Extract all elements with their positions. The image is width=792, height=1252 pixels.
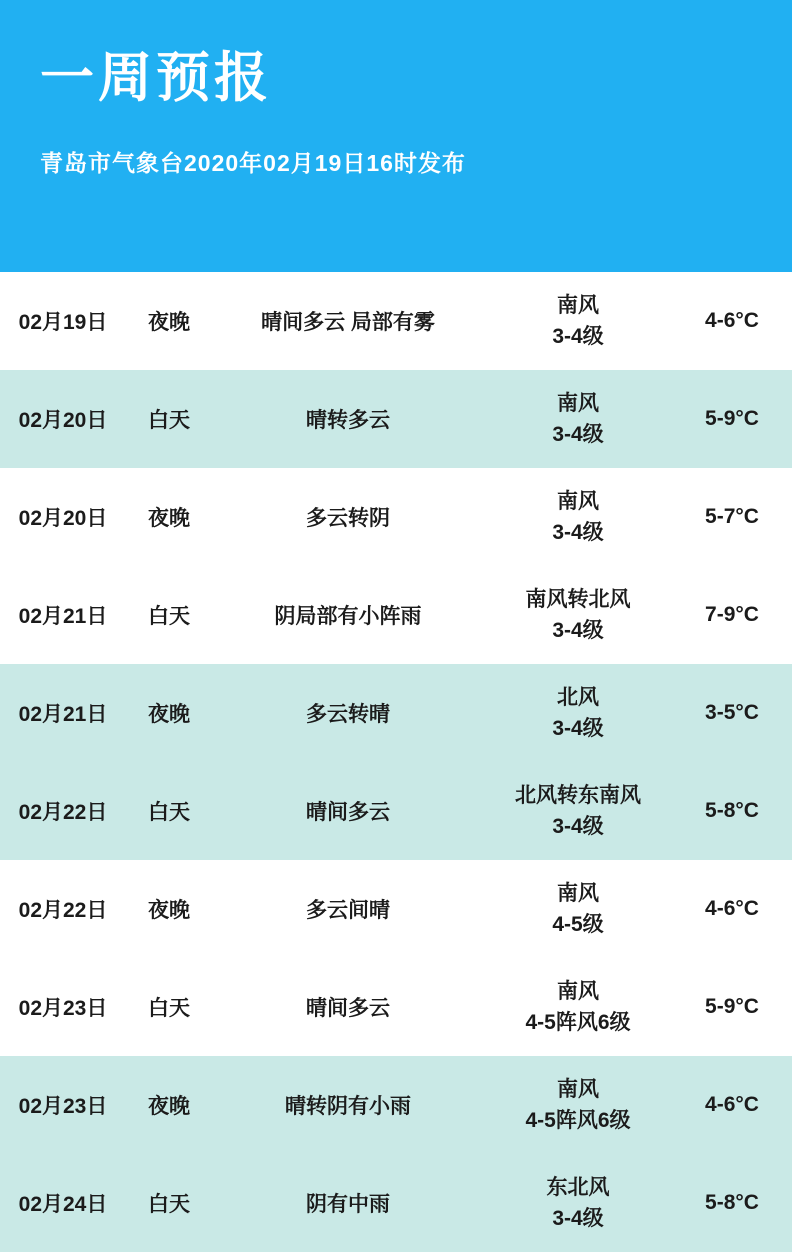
cell-date: 02月20日 xyxy=(18,507,108,530)
wind-level: 3-4级 xyxy=(552,815,604,838)
cell-period: 夜晚 xyxy=(148,507,190,530)
cell-date: 02月22日 xyxy=(18,899,108,922)
table-row xyxy=(0,468,792,566)
cell-wind xyxy=(484,468,672,566)
cell-date: 02月23日 xyxy=(18,1095,108,1118)
cell-period: 白天 xyxy=(148,409,190,432)
cell-date: 02月23日 xyxy=(18,997,108,1020)
cell-period: 白天 xyxy=(148,801,190,824)
forecast-table-body xyxy=(0,272,792,1252)
cell-date: 02月22日 xyxy=(18,801,108,824)
cell-condition: 晴间多云 xyxy=(306,997,390,1020)
cell-wind xyxy=(484,370,672,468)
wind-level: 3-4级 xyxy=(552,325,604,348)
cell-condition: 晴转阴有小雨 xyxy=(285,1095,411,1118)
cell-temperature: 5-7°C xyxy=(705,505,759,528)
cell-date: 02月24日 xyxy=(18,1193,108,1216)
wind-direction: 南风 xyxy=(557,489,599,513)
cell-temperature: 4-6°C xyxy=(705,1093,759,1116)
cell-temperature: 5-9°C xyxy=(705,407,759,430)
cell-date: 02月19日 xyxy=(18,311,108,334)
wind-level: 4-5阵风6级 xyxy=(525,1109,631,1132)
cell-period: 夜晚 xyxy=(148,311,190,334)
cell-condition: 多云转晴 xyxy=(306,703,390,726)
publish-info: 青岛市气象台2020年02月19日16时发布 xyxy=(40,149,466,176)
cell-wind xyxy=(484,762,672,860)
cell-temperature: 4-6°C xyxy=(705,309,759,332)
cell-temperature: 7-9°C xyxy=(705,603,759,626)
cell-condition: 晴间多云 局部有雾 xyxy=(261,311,435,334)
table-row xyxy=(0,860,792,958)
cell-condition: 多云间晴 xyxy=(306,899,390,922)
cell-temperature: 5-8°C xyxy=(705,799,759,822)
cell-date: 02月21日 xyxy=(18,605,108,628)
cell-temperature: 5-9°C xyxy=(705,995,759,1018)
wind-level: 3-4级 xyxy=(552,521,604,544)
page-header xyxy=(0,0,792,272)
cell-temperature: 5-8°C xyxy=(705,1191,759,1214)
cell-wind xyxy=(484,272,672,370)
table-row xyxy=(0,664,792,762)
wind-direction: 南风 xyxy=(557,1077,599,1101)
page-title: 一周预报 xyxy=(40,48,272,108)
wind-level: 3-4级 xyxy=(552,423,604,446)
wind-direction: 北风 xyxy=(557,685,599,709)
cell-condition: 多云转阴 xyxy=(306,507,390,530)
cell-wind xyxy=(484,664,672,762)
cell-period: 白天 xyxy=(148,997,190,1020)
cell-temperature: 3-5°C xyxy=(705,701,759,724)
cell-condition: 晴转多云 xyxy=(306,409,390,432)
forecast-table xyxy=(0,272,792,1252)
wind-direction: 南风转北风 xyxy=(525,587,631,611)
cell-period: 夜晚 xyxy=(148,703,190,726)
cell-wind xyxy=(484,1056,672,1154)
cell-condition: 晴间多云 xyxy=(306,801,390,824)
wind-level: 3-4级 xyxy=(552,619,604,642)
cell-temperature: 4-6°C xyxy=(705,897,759,920)
cell-wind xyxy=(484,566,672,664)
cell-condition: 阴局部有小阵雨 xyxy=(274,605,422,628)
wind-direction: 南风 xyxy=(557,881,599,905)
table-row xyxy=(0,370,792,468)
cell-wind xyxy=(484,958,672,1056)
table-row xyxy=(0,762,792,860)
wind-direction: 南风 xyxy=(557,391,599,415)
cell-condition: 阴有中雨 xyxy=(306,1193,390,1216)
cell-date: 02月20日 xyxy=(18,409,108,432)
wind-direction: 北风转东南风 xyxy=(515,783,641,807)
cell-period: 夜晚 xyxy=(148,1095,190,1118)
cell-period: 夜晚 xyxy=(148,899,190,922)
wind-level: 3-4级 xyxy=(552,717,604,740)
cell-period: 白天 xyxy=(148,605,190,628)
wind-level: 4-5级 xyxy=(552,913,604,936)
table-row xyxy=(0,566,792,664)
cell-period: 白天 xyxy=(148,1193,190,1216)
table-row xyxy=(0,272,792,370)
table-row xyxy=(0,958,792,1056)
wind-direction: 南风 xyxy=(557,293,599,317)
table-row xyxy=(0,1056,792,1154)
table-row xyxy=(0,1154,792,1252)
wind-direction: 东北风 xyxy=(546,1175,610,1199)
wind-level: 4-5阵风6级 xyxy=(525,1011,631,1034)
wind-level: 3-4级 xyxy=(552,1207,604,1230)
cell-date: 02月21日 xyxy=(18,703,108,726)
cell-wind xyxy=(484,1154,672,1252)
cell-wind xyxy=(484,860,672,958)
wind-direction: 南风 xyxy=(557,979,599,1003)
